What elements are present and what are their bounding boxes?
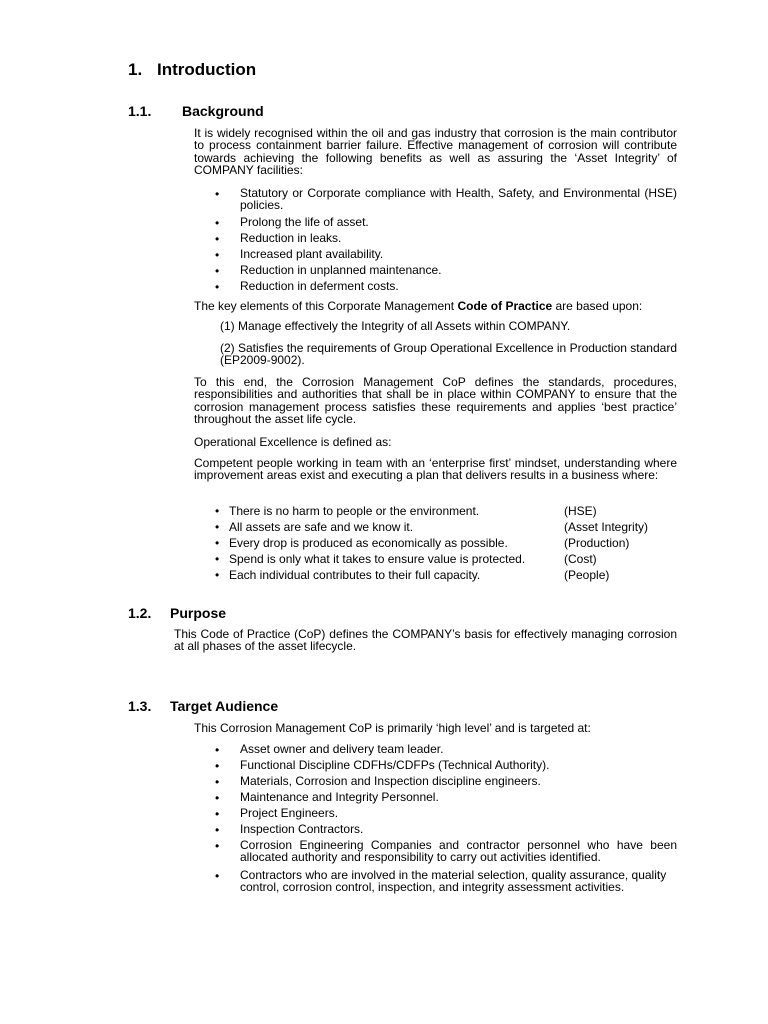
- key-elements-intro: The key elements of this Corporate Management Code of Practice are based upon:: [194, 299, 643, 313]
- list-item: • Maintenance and Integrity Personnel.: [215, 790, 439, 805]
- subsection-title: Purpose: [170, 605, 227, 621]
- corrosion-management-paragraph: To this end, the Corrosion Management CoP defines the standards, procedures, responsibilities and authorities that shall be in place within COMPANY to ensure that the corrosion management process satisfies these requirements and applies ‘best practice’ throughout the asset life cycle.: [194, 375, 677, 427]
- list-item: • There is no harm to people or the environment. (HSE): [215, 504, 597, 518]
- list-item: • Prolong the life of asset.: [215, 215, 369, 230]
- section-heading-introduction: [128, 60, 256, 80]
- purpose-paragraph: This Code of Practice (CoP) defines the COMPANY’s basis for effectively managing corrosion at all phases of the asset lifecycle.: [174, 627, 677, 654]
- audience-list: [215, 742, 677, 911]
- list-item: • Every drop is produced as economically as possible. (Production): [215, 536, 630, 550]
- benefits-list: [215, 186, 677, 296]
- oe-category: (People): [564, 568, 610, 582]
- oe-category: (HSE): [564, 504, 597, 518]
- list-item: • Statutory or Corporate compliance with Health, Safety, and Environmental (HSE) policies.: [215, 186, 677, 213]
- audience-intro: This Corrosion Management CoP is primarily ‘high level’ and is targeted at:: [194, 721, 591, 735]
- oe-category: (Asset Integrity): [564, 520, 649, 534]
- subsection-number: 1.2.: [128, 605, 152, 621]
- section-number: 1.: [128, 60, 143, 79]
- list-item: • Functional Discipline CDFHs/CDFPs (Technical Authority).: [215, 758, 550, 773]
- subsection-heading-target-audience: [128, 698, 278, 714]
- oe-paragraph: Competent people working in team with an ‘enterprise first’ mindset, understanding where improvement areas exist and executing a plan that delivers results in a business where:: [194, 456, 677, 483]
- oe-category: (Production): [564, 536, 630, 550]
- list-item: • Project Engineers.: [215, 806, 339, 821]
- key-element-1: (1) Manage effectively the Integrity of all Assets within COMPANY.: [220, 319, 571, 333]
- code-of-practice-bold: Code of Practice: [457, 299, 553, 313]
- list-item: • All assets are safe and we know it. (Asset Integrity): [215, 520, 649, 534]
- list-item: • Spend is only what it takes to ensure value is protected. (Cost): [215, 552, 597, 566]
- list-item: • Asset owner and delivery team leader.: [215, 742, 444, 757]
- list-item: • Materials, Corrosion and Inspection discipline engineers.: [215, 774, 541, 789]
- list-item: • Contractors who are involved in the material selection, quality assurance, quality control, corrosion control, inspection, and integrity assessment activities.: [215, 868, 667, 895]
- oe-defined-text: Operational Excellence is defined as:: [194, 435, 392, 449]
- background-paragraph: It is widely recognised within the oil and gas industry that corrosion is the main contributor to process containment barrier failure. Effective management of corrosion will contribute towards achieving the following benefits as well as assuring the ‘Asset Integrity’ of COMPANY facilities:: [194, 126, 677, 178]
- oe-list: [215, 504, 649, 584]
- subsection-number: 1.1.: [128, 103, 152, 119]
- subsection-heading-purpose: [128, 605, 226, 621]
- list-item: • Reduction in deferment costs.: [215, 279, 399, 294]
- subsection-number: 1.3.: [128, 698, 152, 714]
- subsection-title: Background: [182, 103, 264, 119]
- section-title: Introduction: [157, 60, 257, 79]
- list-item: • Inspection Contractors.: [215, 822, 364, 837]
- list-item: • Corrosion Engineering Companies and contractor personnel who have been allocated authority and responsibility to carry out activities identified.: [215, 838, 677, 865]
- list-item: • Reduction in leaks.: [215, 231, 342, 246]
- list-item: • Each individual contributes to their full capacity. (People): [215, 568, 610, 582]
- list-item: • Reduction in unplanned maintenance.: [215, 263, 442, 278]
- subsection-title: Target Audience: [170, 698, 279, 714]
- oe-category: (Cost): [564, 552, 597, 566]
- list-item: • Increased plant availability.: [215, 247, 384, 262]
- key-element-2: (2) Satisfies the requirements of Group Operational Excellence in Production standard (EP2009-9002).: [220, 341, 677, 368]
- subsection-heading-background: [128, 103, 264, 119]
